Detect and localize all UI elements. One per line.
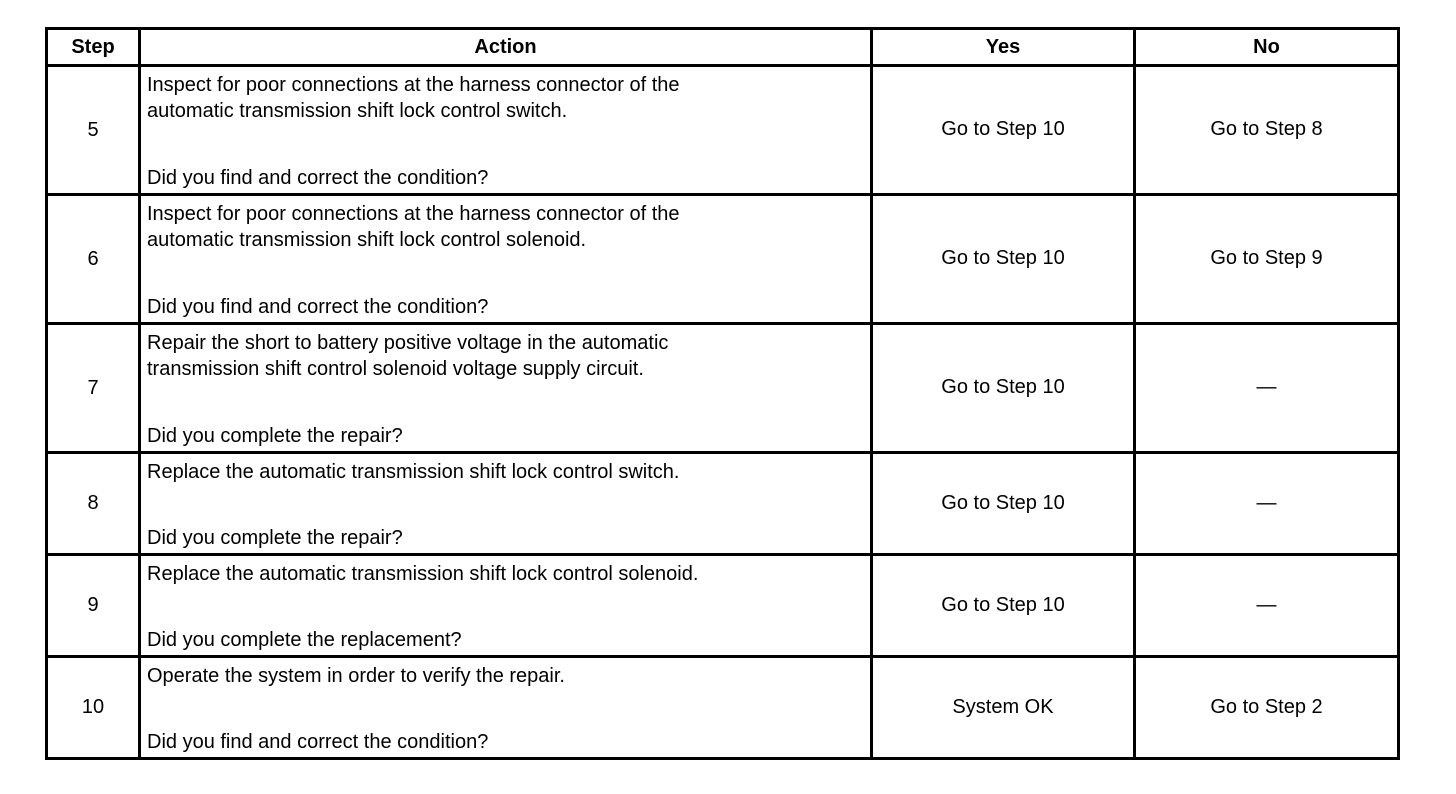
action-cell — [140, 555, 872, 657]
yes-result: System OK — [872, 657, 1135, 759]
no-column-header: No — [1135, 29, 1399, 66]
table-row — [47, 66, 1399, 195]
action-question: Did you complete the replacement? — [147, 629, 462, 651]
action-text: Inspect for poor connections at the harness connector of the automatic transmission shift lock control switch. — [147, 74, 680, 122]
yes-result: Go to Step 10 — [872, 453, 1135, 555]
action-question: Did you find and correct the condition? — [147, 167, 489, 189]
table-row — [47, 657, 1399, 759]
action-text: Operate the system in order to verify the repair. — [147, 665, 565, 687]
action-cell — [140, 453, 872, 555]
no-result: — — [1135, 555, 1399, 657]
no-result: Go to Step 9 — [1135, 195, 1399, 324]
table-row — [47, 324, 1399, 453]
action-cell — [140, 195, 872, 324]
step-number: 9 — [47, 555, 140, 657]
yes-result: Go to Step 10 — [872, 195, 1135, 324]
step-number: 5 — [47, 66, 140, 195]
yes-result: Go to Step 10 — [872, 324, 1135, 453]
table-row — [47, 555, 1399, 657]
table-row — [47, 195, 1399, 324]
no-result: Go to Step 2 — [1135, 657, 1399, 759]
step-number: 10 — [47, 657, 140, 759]
yes-result: Go to Step 10 — [872, 555, 1135, 657]
action-question: Did you complete the repair? — [147, 425, 403, 447]
action-column-header: Action — [140, 29, 872, 66]
action-text: Replace the automatic transmission shift lock control solenoid. — [147, 563, 699, 585]
action-text: Inspect for poor connections at the harness connector of the automatic transmission shift lock control solenoid. — [147, 203, 680, 251]
action-question: Did you find and correct the condition? — [147, 296, 489, 318]
action-question: Did you find and correct the condition? — [147, 731, 489, 753]
action-question: Did you complete the repair? — [147, 527, 403, 549]
no-result: Go to Step 8 — [1135, 66, 1399, 195]
action-text: Replace the automatic transmission shift lock control switch. — [147, 461, 680, 483]
step-number: 6 — [47, 195, 140, 324]
action-cell — [140, 324, 872, 453]
action-cell — [140, 66, 872, 195]
step-number: 7 — [47, 324, 140, 453]
table-header-row — [47, 29, 1399, 66]
diagnostic-table — [45, 27, 1400, 760]
step-column-header: Step — [47, 29, 140, 66]
step-number: 8 — [47, 453, 140, 555]
no-result: — — [1135, 324, 1399, 453]
yes-result: Go to Step 10 — [872, 66, 1135, 195]
table-row — [47, 453, 1399, 555]
action-cell — [140, 657, 872, 759]
yes-column-header: Yes — [872, 29, 1135, 66]
action-text: Repair the short to battery positive voltage in the automatic transmission shift control solenoid voltage supply circuit. — [147, 332, 669, 380]
no-result: — — [1135, 453, 1399, 555]
